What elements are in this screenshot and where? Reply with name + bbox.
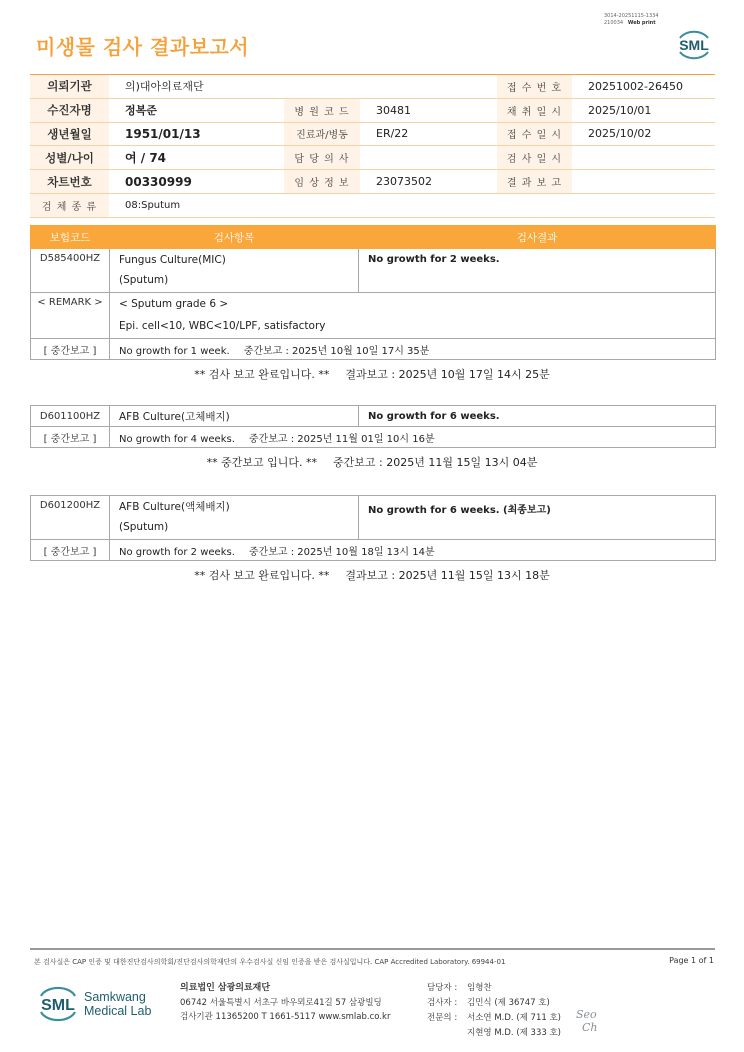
table-row — [31, 249, 716, 293]
page-title: 미생물 검사 결과보고서 — [36, 35, 250, 59]
specimen-value: 08:Sputum — [109, 193, 715, 217]
info-row — [30, 193, 715, 217]
interim-time: 중간보고 : 2025년 10월 10일 17시 35분 — [243, 345, 430, 357]
test-code: D601200HZ — [31, 496, 110, 540]
staff-label: 검사자 : — [427, 998, 458, 1008]
footer-divider — [30, 948, 715, 950]
stamp-line2: 210034 — [604, 19, 624, 26]
patient-info-table — [30, 74, 715, 218]
birth-label: 생년월일 — [30, 122, 109, 146]
summary-time: 중간보고 : 2025년 11월 15일 13시 04분 — [333, 456, 538, 469]
lab-name-line1: Samkwang — [84, 990, 146, 1004]
remark-line1: < Sputum grade 6 > — [119, 298, 229, 310]
info-row — [30, 146, 715, 170]
test-item-name: Fungus Culture(MIC) — [119, 254, 226, 266]
interim-text: No growth for 2 weeks. — [119, 546, 235, 558]
summary-status: ** 검사 보고 완료입니다. ** — [194, 569, 330, 582]
hosp-code-value: 30481 — [360, 98, 497, 122]
summary-time: 결과보고 : 2025년 10월 17일 14시 25분 — [345, 368, 550, 381]
test-item — [110, 496, 359, 540]
info-row — [30, 75, 715, 99]
table-row — [31, 406, 716, 427]
remark-line2: Epi. cell<10, WBC<10/LPF, satisfactory — [119, 320, 326, 332]
test-code: D601100HZ — [31, 406, 110, 427]
remark-label: < REMARK > — [31, 293, 110, 339]
staff-value: 지현영 M.D. (제 333 호) — [467, 1028, 562, 1038]
sex-age-value: 여 / 74 — [109, 146, 284, 170]
lab-street: 06742 서울특별시 서초구 바우뫼로41길 57 삼광빌딩 — [180, 997, 382, 1008]
test-item-name: AFB Culture(고체배지) — [110, 406, 359, 427]
interim-content — [110, 540, 716, 561]
footer-logo-text: SML — [41, 997, 75, 1014]
lab-address — [180, 981, 390, 1025]
info-row — [30, 122, 715, 146]
interim-text: No growth for 1 week. — [119, 345, 230, 357]
result-table-2 — [30, 405, 716, 448]
patient-value: 정복준 — [109, 98, 284, 122]
interim-content — [110, 339, 716, 360]
lab-contact: 검사기관 11365200 T 1661-5117 www.smlab.co.kr — [180, 1012, 391, 1022]
hosp-code-label: 병 원 코 드 — [284, 98, 360, 122]
requester-value: 의)대아의료재단 — [109, 75, 497, 99]
test-result: No growth for 6 weeks. (최종보고) — [359, 496, 716, 540]
table-row — [31, 427, 716, 448]
clinical-label: 임 상 정 보 — [284, 170, 360, 194]
summary-time: 결과보고 : 2025년 11월 15일 13시 18분 — [345, 569, 550, 582]
remark-content — [110, 293, 716, 339]
interim-text: No growth for 4 weeks. — [119, 433, 235, 445]
summary-2 — [0, 454, 744, 470]
staff-value: 임형찬 — [467, 983, 492, 993]
test-result: No growth for 6 weeks. — [359, 406, 716, 427]
report-value — [572, 170, 715, 194]
summary-3 — [0, 567, 744, 583]
summary-1 — [0, 366, 744, 382]
stamp-web: Web print — [627, 19, 656, 26]
recv-date-value: 2025/10/02 — [572, 122, 715, 146]
interim-label: [ 중간보고 ] — [31, 427, 110, 448]
page-number: Page 1 of 1 — [669, 956, 714, 965]
info-row — [30, 170, 715, 194]
dept-label: 진료과/병동 — [284, 122, 360, 146]
print-stamp — [604, 13, 659, 26]
test-item-name: AFB Culture(액체배지) — [119, 501, 230, 513]
interim-label: [ 중간보고 ] — [31, 339, 110, 360]
test-result: No growth for 2 weeks. — [359, 249, 716, 293]
doctor-label: 담 당 의 사 — [284, 146, 360, 170]
staff-label: 담당자 : — [427, 983, 458, 993]
specimen-label: 검 체 종 류 — [30, 193, 109, 217]
recv-no-value: 20251002-26450 — [572, 75, 715, 99]
dept-value: ER/22 — [360, 122, 497, 146]
doctor-value — [360, 146, 497, 170]
interim-time: 중간보고 : 2025년 10월 18일 13시 14분 — [248, 546, 435, 558]
signature: Seo Ch — [576, 1008, 598, 1034]
interim-label: [ 중간보고 ] — [31, 540, 110, 561]
staff-value: 서소연 M.D. (제 711 호) — [467, 1013, 562, 1023]
interim-time: 중간보고 : 2025년 11월 01일 10시 16분 — [248, 433, 435, 445]
lab-name — [84, 990, 151, 1018]
header-code: 보험코드 — [31, 226, 110, 249]
result-table-3 — [30, 495, 716, 561]
staff-value: 김민식 (제 36747 호) — [467, 998, 550, 1008]
requester-label: 의뢰기관 — [30, 75, 109, 99]
table-row — [31, 339, 716, 360]
clinical-value: 23073502 — [360, 170, 497, 194]
staff-label: 전문의 : — [427, 1013, 458, 1023]
accreditation-note: 본 검사실은 CAP 인증 및 대한진단검사의학회/진단검사의학재단의 우수검사실 신임 인증을 받은 검사실입니다. CAP Accredited Laboratory. 69944-01 — [34, 958, 506, 966]
summary-status: ** 중간보고 입니다. ** — [206, 456, 318, 469]
staff-list — [427, 981, 561, 1041]
report-label: 결 과 보 고 — [497, 170, 572, 194]
sml-footer-logo-icon — [36, 982, 80, 1026]
table-row — [31, 540, 716, 561]
lab-org: 의료법인 삼광의료재단 — [180, 983, 271, 993]
info-row — [30, 98, 715, 122]
logo-text: SML — [679, 37, 709, 53]
chart-label: 차트번호 — [30, 170, 109, 194]
test-item — [110, 249, 359, 293]
recv-no-label: 접 수 번 호 — [497, 75, 572, 99]
test-date-label: 검 사 일 시 — [497, 146, 572, 170]
test-item-specimen: (Sputum) — [119, 274, 169, 286]
lab-name-line2: Medical Lab — [84, 1004, 152, 1018]
summary-status: ** 검사 보고 완료입니다. ** — [194, 368, 330, 381]
table-row — [31, 293, 716, 339]
sex-age-label: 성별/나이 — [30, 146, 109, 170]
interim-content — [110, 427, 716, 448]
test-item-specimen: (Sputum) — [119, 521, 169, 533]
test-date-value — [572, 146, 715, 170]
birth-value: 1951/01/13 — [109, 122, 284, 146]
chart-value: 00330999 — [109, 170, 284, 194]
recv-date-label: 접 수 일 시 — [497, 122, 572, 146]
collect-date-label: 채 취 일 시 — [497, 98, 572, 122]
stamp-line1: 3014-20251115-1334 — [604, 13, 659, 19]
header-item: 검사항목 — [110, 226, 359, 249]
patient-label: 수진자명 — [30, 98, 109, 122]
result-table-1 — [30, 225, 716, 360]
collect-date-value: 2025/10/01 — [572, 98, 715, 122]
sml-logo-icon — [674, 26, 714, 62]
test-code: D585400HZ — [31, 249, 110, 293]
header-result: 검사결과 — [359, 226, 716, 249]
table-row — [31, 496, 716, 540]
